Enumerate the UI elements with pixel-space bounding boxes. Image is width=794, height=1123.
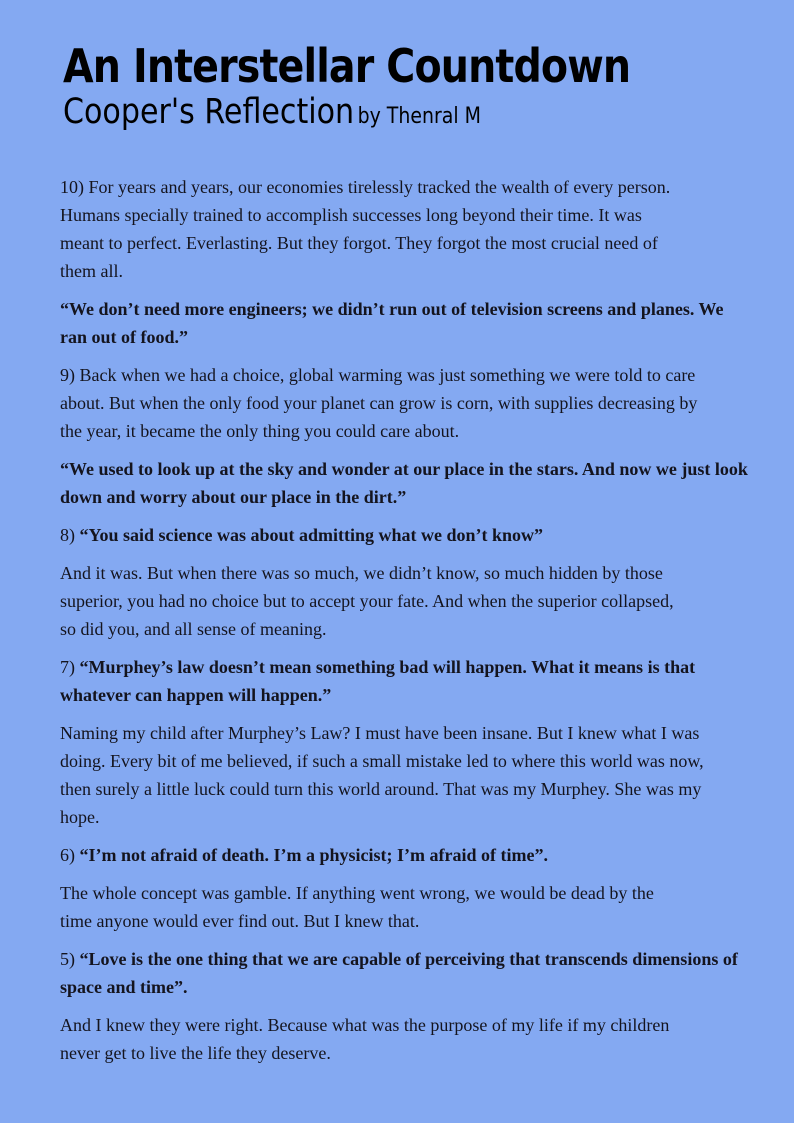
quote-6: “I’m not afraid of death. I’m a physicist; I’m afraid of time”. <box>79 845 548 865</box>
paragraph-7: Naming my child after Murphey’s Law? I must have been insane. But I knew what I was doing. Every bit of me believed, if such a small mistake led to where this world was now, then surely a little luck could turn this world around. That was my Murphey. She was my hope. <box>60 723 704 827</box>
paragraph-6: The whole concept was gamble. If anything went wrong, we would be dead by the time anyone would ever find out. But I knew that. <box>60 883 654 931</box>
page-subtitle: Cooper's Reflection <box>63 92 355 132</box>
subtitle-line <box>63 92 654 139</box>
paragraph-10: 10) For years and years, our economies tirelessly tracked the wealth of every person. Humans specially trained to accomplish successes long beyond their time. It was meant to perfect. Everlasting. But they forgot. They forgot the most crucial need of them all. <box>60 177 671 281</box>
paragraph-8: And it was. But when there was so much, we didn’t know, so much hidden by those superior, you had no choice but to accept your fate. And when the superior collapsed, so did you, and all sense of meaning. <box>60 563 674 639</box>
heading-7 <box>60 653 750 709</box>
heading-8 <box>60 521 750 549</box>
item-number-6: 6) <box>60 845 75 865</box>
quote-7: “Murphey’s law doesn’t mean something bad will happen. What it means is that whatever can happen will happen.” <box>60 657 696 705</box>
quote-8: “You said science was about admitting what we don’t know” <box>79 525 544 545</box>
document-body <box>60 173 750 1067</box>
heading-5 <box>60 945 750 1001</box>
quote-5: “Love is the one thing that we are capable of perceiving that transcends dimensions of space and time”. <box>60 949 738 997</box>
paragraph-5: And I knew they were right. Because what was the purpose of my life if my children never get to live the life they deserve. <box>60 1015 670 1063</box>
document-page <box>60 40 750 1077</box>
author-byline: by Thenral M <box>357 104 481 129</box>
page-title: An Interstellar Countdown <box>63 39 631 93</box>
item-number-5: 5) <box>60 949 75 969</box>
quote-9: “We used to look up at the sky and wonder at our place in the stars. And now we just look down and worry about our place in the dirt.” <box>60 459 748 507</box>
quote-10: “We don’t need more engineers; we didn’t run out of television screens and planes. We ran out of food.” <box>60 299 724 347</box>
paragraph-9: 9) Back when we had a choice, global warming was just something we were told to care about. But when the only food your planet can grow is corn, with supplies decreasing by the year, it became the only thing you could care about. <box>60 365 698 441</box>
item-number-7: 7) <box>60 657 75 677</box>
item-number-8: 8) <box>60 525 75 545</box>
heading-6 <box>60 841 750 869</box>
